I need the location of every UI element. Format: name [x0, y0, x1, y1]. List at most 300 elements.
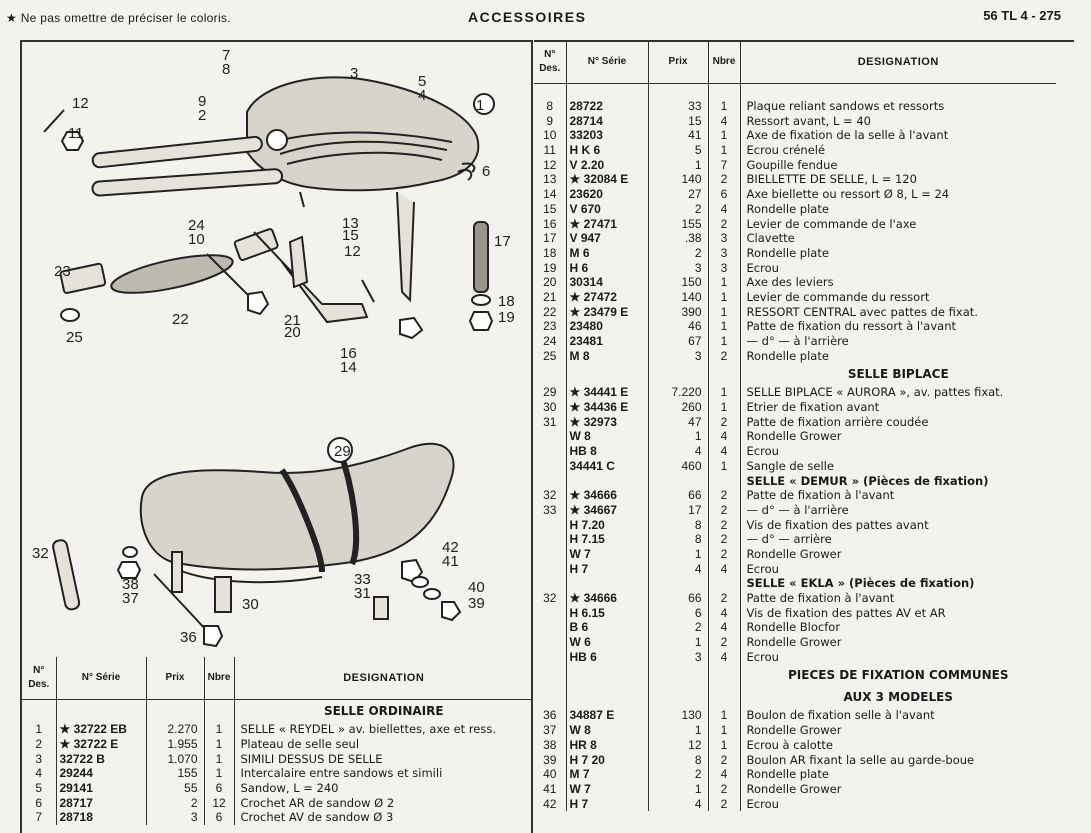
row-nbre: 3: [708, 246, 740, 261]
row-designation: Patte de fixation arrière coudée: [746, 414, 929, 429]
callout-label: 29: [334, 443, 351, 460]
row-no: 15: [534, 202, 566, 217]
callout-label: 9: [198, 93, 207, 110]
row-designation: Rondelle plate: [746, 767, 829, 782]
row-no: 13: [534, 172, 566, 187]
row-no: 8: [534, 99, 566, 114]
callout-label: 41: [442, 553, 459, 570]
table-row: [534, 782, 1056, 797]
row-no: 12: [534, 157, 566, 172]
row-prix: 5: [648, 143, 708, 158]
row-designation: Sandow, L = 240: [240, 781, 339, 796]
callout-label: 15: [342, 227, 359, 244]
row-serie: H 6: [566, 260, 648, 275]
callout-label: 3: [350, 65, 359, 82]
row-serie: M 8: [566, 348, 648, 363]
col-nbre: Nbre: [708, 41, 740, 84]
row-no: [534, 532, 566, 547]
table-row: [534, 216, 1056, 231]
row-prix: 4: [648, 561, 708, 576]
row-serie: ★ 34667: [566, 503, 648, 518]
callout-label: 33: [354, 571, 371, 588]
row-serie: 28714: [566, 113, 648, 128]
row-serie: ★ 34666: [566, 591, 648, 606]
callout-label: 40: [468, 579, 485, 596]
row-serie: 28722: [566, 99, 648, 114]
row-serie: 29141: [56, 781, 146, 796]
table-row: [534, 385, 1056, 400]
row-prix: 140: [648, 290, 708, 305]
callout-label: 6: [482, 163, 491, 180]
row-no: 25: [534, 348, 566, 363]
row-nbre: 2: [708, 172, 740, 187]
subsection-selle-demur: SELLE « DEMUR » (Pièces de fixation): [746, 473, 989, 488]
seat-biplace-drawing: [52, 438, 460, 646]
col-no: N° Des.: [534, 41, 566, 84]
row-nbre: 4: [708, 605, 740, 620]
row-nbre: 1: [708, 319, 740, 334]
row-no: 2: [22, 737, 56, 752]
row-no: 33: [534, 503, 566, 518]
table-row: [534, 290, 1056, 305]
row-prix: 460: [648, 459, 708, 474]
row-serie: 33203: [566, 128, 648, 143]
row-serie: W 8: [566, 723, 648, 738]
row-serie: 28717: [56, 795, 146, 810]
row-designation: Ecrou: [746, 649, 779, 664]
row-no: [534, 605, 566, 620]
row-serie: ★ 32084 E: [566, 172, 648, 187]
row-no: 31: [534, 414, 566, 429]
row-prix: .38: [648, 231, 708, 246]
row-serie: V 2.20: [566, 157, 648, 172]
row-no: [534, 561, 566, 576]
row-no: [534, 547, 566, 562]
callout-label: 22: [172, 311, 189, 328]
row-prix: 3: [648, 649, 708, 664]
row-designation: Boulon de fixation selle à l'avant: [746, 708, 935, 723]
row-no: 5: [22, 781, 56, 796]
row-designation: Patte de fixation du ressort à l'avant: [746, 319, 956, 334]
table-row: [534, 488, 1056, 503]
row-designation: Ecrou: [746, 796, 779, 811]
row-designation: Axe de fixation de la selle à l'avant: [746, 128, 949, 143]
row-designation: Rondelle Grower: [746, 429, 842, 444]
row-serie: W 7: [566, 547, 648, 562]
row-no: 32: [534, 591, 566, 606]
row-no: 36: [534, 708, 566, 723]
row-prix: 7.220: [648, 385, 708, 400]
table-row: [534, 459, 1056, 474]
table-row: [534, 172, 1056, 187]
callout-label: 39: [468, 595, 485, 612]
table-row: [534, 620, 1056, 635]
row-designation: Rondelle plate: [746, 245, 829, 260]
row-nbre: 4: [708, 113, 740, 128]
row-prix: 155: [146, 766, 204, 781]
callout-label: 4: [418, 87, 427, 104]
row-prix: 8: [648, 532, 708, 547]
table-row: [534, 532, 1056, 547]
color-note: ★ Ne pas omettre de préciser le coloris.: [6, 11, 231, 25]
table-row: [534, 187, 1056, 202]
row-prix: 17: [648, 503, 708, 518]
table-row: [534, 143, 1056, 158]
row-prix: 27: [648, 187, 708, 202]
row-prix: 140: [648, 172, 708, 187]
row-no: [534, 620, 566, 635]
row-prix: 1: [648, 723, 708, 738]
callout-label: 14: [340, 359, 357, 376]
row-designation: Vis de fixation des pattes AV et AR: [746, 605, 946, 620]
table-row: [534, 246, 1056, 261]
row-prix: 1: [648, 157, 708, 172]
row-no: 40: [534, 767, 566, 782]
row-serie: 23481: [566, 334, 648, 349]
table-row: [534, 414, 1056, 429]
row-designation: Rondelle Blocfor: [746, 620, 841, 635]
col-designation: DESIGNATION: [740, 41, 1056, 84]
row-no: 30: [534, 400, 566, 415]
row-designation: Rondelle plate: [746, 348, 829, 363]
row-designation: Goupille fendue: [746, 157, 838, 172]
row-designation: — d° — à l'arrière: [746, 334, 849, 349]
col-prix: Prix: [146, 657, 204, 700]
table-row: [22, 751, 533, 766]
table-row: [534, 547, 1056, 562]
row-nbre: 1: [708, 723, 740, 738]
col-prix: Prix: [648, 41, 708, 84]
row-nbre: 1: [708, 275, 740, 290]
table-row: [22, 766, 533, 781]
row-designation: Axe biellette ou ressort Ø 8, L = 24: [746, 187, 950, 202]
row-serie: 30314: [566, 275, 648, 290]
row-nbre: 12: [204, 795, 234, 810]
table-row: [534, 275, 1056, 290]
row-prix: 150: [648, 275, 708, 290]
row-nbre: 1: [708, 304, 740, 319]
row-designation: Ecrou à calotte: [746, 737, 833, 752]
row-prix: 2: [648, 202, 708, 217]
row-serie: ★ 34436 E: [566, 400, 648, 415]
row-designation: SELLE BIPLACE « AURORA », av. pattes fixat.: [746, 385, 1004, 400]
table-row: [534, 723, 1056, 738]
row-nbre: 4: [708, 429, 740, 444]
row-no: 7: [22, 810, 56, 825]
row-no: 10: [534, 128, 566, 143]
row-serie: ★ 23479 E: [566, 304, 648, 319]
callout-label: 2: [198, 107, 207, 124]
callout-label: 13: [342, 215, 359, 232]
table-row: [534, 649, 1056, 664]
row-prix: 12: [648, 738, 708, 753]
table-row: [534, 260, 1056, 275]
row-nbre: 6: [708, 187, 740, 202]
row-no: 11: [534, 143, 566, 158]
row-prix: 1: [648, 635, 708, 650]
row-designation: Rondelle Grower: [746, 723, 842, 738]
row-nbre: 2: [708, 488, 740, 503]
row-prix: 4: [648, 444, 708, 459]
row-designation: Sangle de selle: [746, 458, 834, 473]
row-nbre: 4: [708, 561, 740, 576]
callout-label: 10: [188, 231, 205, 248]
row-serie: B 6: [566, 620, 648, 635]
row-no: [534, 635, 566, 650]
callout-label: 32: [32, 545, 49, 562]
page-header: [0, 0, 1091, 40]
subsection-selle-ekla: SELLE « EKLA » (Pièces de fixation): [746, 576, 975, 591]
callout-label: 5: [418, 73, 427, 90]
row-prix: 6: [648, 605, 708, 620]
row-nbre: 1: [708, 99, 740, 114]
row-nbre: 1: [708, 708, 740, 723]
row-designation: Vis de fixation des pattes avant: [746, 517, 929, 532]
row-prix: 1: [648, 782, 708, 797]
callout-label: 7: [222, 47, 231, 64]
row-no: [534, 517, 566, 532]
table-row: [534, 319, 1056, 334]
table-row: [534, 231, 1056, 246]
row-nbre: 1: [708, 128, 740, 143]
callout-label: 21: [284, 312, 301, 329]
table-row: [534, 796, 1056, 811]
row-designation: Etrier de fixation avant: [746, 400, 880, 415]
table-row: [534, 113, 1056, 128]
row-no: 4: [22, 766, 56, 781]
row-designation: Clavette: [746, 231, 795, 246]
row-prix: 2: [648, 767, 708, 782]
row-prix: 55: [146, 781, 204, 796]
row-serie: 23620: [566, 187, 648, 202]
table-row: [534, 128, 1056, 143]
row-serie: ★ 34666: [566, 488, 648, 503]
row-designation: Rondelle Grower: [746, 635, 842, 650]
row-no: 6: [22, 795, 56, 810]
row-no: 22: [534, 304, 566, 319]
row-prix: 66: [648, 591, 708, 606]
table-row: [534, 202, 1056, 217]
table-row: [534, 591, 1056, 606]
col-designation: DESIGNATION: [234, 657, 533, 700]
row-designation: Levier de commande du ressort: [746, 289, 930, 304]
row-prix: 1: [648, 429, 708, 444]
row-no: 17: [534, 231, 566, 246]
row-prix: 47: [648, 414, 708, 429]
row-no: 23: [534, 319, 566, 334]
row-serie: 23480: [566, 319, 648, 334]
section-selle-biplace: SELLE BIPLACE: [847, 367, 949, 382]
row-no: 9: [534, 113, 566, 128]
row-serie: H 7: [566, 796, 648, 811]
table-row: [534, 708, 1056, 723]
row-no: 21: [534, 290, 566, 305]
row-designation: Rondelle Grower: [746, 546, 842, 561]
row-serie: 29244: [56, 766, 146, 781]
row-nbre: 4: [708, 649, 740, 664]
row-no: 14: [534, 187, 566, 202]
row-designation: Intercalaire entre sandows et simili: [240, 766, 443, 781]
table-row: [22, 781, 533, 796]
row-serie: M 7: [566, 767, 648, 782]
row-nbre: 1: [204, 722, 234, 737]
row-designation: Crochet AV de sandow Ø 3: [240, 810, 394, 825]
row-nbre: 3: [708, 260, 740, 275]
col-nbre: Nbre: [204, 657, 234, 700]
table-row: [534, 334, 1056, 349]
row-nbre: 2: [708, 503, 740, 518]
row-serie: H 7.15: [566, 532, 648, 547]
row-serie: HB 8: [566, 444, 648, 459]
row-no: 20: [534, 275, 566, 290]
row-serie: ★ 27472: [566, 290, 648, 305]
row-serie: V 947: [566, 231, 648, 246]
row-serie: HB 6: [566, 649, 648, 664]
row-serie: 34441 C: [566, 459, 648, 474]
callout-label: 1: [476, 97, 485, 114]
row-prix: 3: [146, 810, 204, 825]
row-prix: 1.955: [146, 737, 204, 752]
row-no: [534, 459, 566, 474]
row-nbre: 7: [708, 157, 740, 172]
table-row: [22, 737, 533, 752]
row-prix: 130: [648, 708, 708, 723]
callout-label: 12: [72, 95, 89, 112]
table-row: [534, 635, 1056, 650]
callout-label: 20: [284, 324, 301, 341]
row-nbre: 1: [708, 400, 740, 415]
callout-label: 30: [242, 596, 259, 613]
row-serie: 32722 B: [56, 751, 146, 766]
table-row: [22, 722, 533, 737]
parts-table-right: [534, 41, 1056, 811]
row-prix: 33: [648, 99, 708, 114]
row-designation: Ecrou: [746, 444, 779, 459]
row-prix: 390: [648, 304, 708, 319]
callout-label: 36: [180, 629, 197, 646]
table-row: [534, 99, 1056, 114]
row-no: 41: [534, 782, 566, 797]
row-nbre: 2: [708, 216, 740, 231]
table-row: [534, 517, 1056, 532]
table-row: [534, 503, 1056, 518]
callout-label: 8: [222, 61, 231, 78]
row-prix: 1: [648, 547, 708, 562]
row-designation: Crochet AR de sandow Ø 2: [240, 795, 395, 810]
row-no: 37: [534, 723, 566, 738]
row-designation: RESSORT CENTRAL avec pattes de fixat.: [746, 304, 978, 319]
row-designation: Ecrou: [746, 260, 779, 275]
row-no: 3: [22, 751, 56, 766]
row-nbre: 4: [708, 444, 740, 459]
table-row: [534, 429, 1056, 444]
row-serie: ★ 32722 EB: [56, 722, 146, 737]
row-prix: 1.070: [146, 751, 204, 766]
row-nbre: 2: [708, 532, 740, 547]
row-nbre: 4: [708, 620, 740, 635]
row-nbre: 1: [708, 143, 740, 158]
row-designation: Levier de commande de l'axe: [746, 216, 917, 231]
row-no: [534, 649, 566, 664]
row-serie: H 6.15: [566, 605, 648, 620]
callout-label: 23: [54, 263, 71, 280]
callout-label: 11: [68, 125, 84, 142]
table-row: [534, 400, 1056, 415]
row-nbre: 2: [708, 414, 740, 429]
table-row: [534, 605, 1056, 620]
row-nbre: 1: [204, 766, 234, 781]
table-row: [534, 738, 1056, 753]
row-nbre: 1: [708, 738, 740, 753]
row-designation: — d° — à l'arrière: [746, 502, 849, 517]
table-row: [534, 157, 1056, 172]
section-pieces-communes: PIECES DE FIXATION COMMUNES: [788, 668, 1009, 683]
row-serie: ★ 32973: [566, 414, 648, 429]
row-designation: SELLE « REYDEL » av. biellettes, axe et ress.: [240, 722, 497, 737]
row-no: 39: [534, 752, 566, 767]
row-no: 16: [534, 216, 566, 231]
row-nbre: 2: [708, 547, 740, 562]
row-nbre: 2: [708, 348, 740, 363]
row-designation: Rondelle Grower: [746, 781, 842, 796]
row-serie: V 670: [566, 202, 648, 217]
row-designation: Ressort avant, L = 40: [746, 113, 871, 128]
row-nbre: 2: [708, 752, 740, 767]
row-nbre: 1: [708, 334, 740, 349]
table-row: [22, 795, 533, 810]
row-prix: 155: [648, 216, 708, 231]
row-nbre: 6: [204, 810, 234, 825]
row-serie: HR 8: [566, 738, 648, 753]
row-serie: H 7.20: [566, 517, 648, 532]
row-prix: 3: [648, 348, 708, 363]
row-no: 1: [22, 722, 56, 737]
row-serie: ★ 27471: [566, 216, 648, 231]
row-prix: 66: [648, 488, 708, 503]
row-no: [534, 444, 566, 459]
table-row: [534, 444, 1056, 459]
table-row: [534, 304, 1056, 319]
row-prix: 2: [648, 620, 708, 635]
row-no: 18: [534, 246, 566, 261]
table-row: [22, 810, 533, 825]
callout-label: 42: [442, 539, 459, 556]
row-prix: 4: [648, 796, 708, 811]
page-title: ACCESSOIRES: [468, 9, 587, 25]
parts-table-left: [22, 657, 533, 825]
row-nbre: 4: [708, 202, 740, 217]
table-header-row: [22, 657, 533, 700]
row-nbre: 2: [708, 635, 740, 650]
row-prix: 46: [648, 319, 708, 334]
row-designation: Patte de fixation à l'avant: [746, 488, 895, 503]
row-designation: BIELLETTE DE SELLE, L = 120: [746, 172, 917, 187]
row-serie: ★ 34441 E: [566, 385, 648, 400]
row-serie: H K 6: [566, 143, 648, 158]
row-designation: Rondelle plate: [746, 201, 829, 216]
row-nbre: 1: [708, 459, 740, 474]
row-serie: 34887 E: [566, 708, 648, 723]
row-no: 19: [534, 260, 566, 275]
row-no: 29: [534, 385, 566, 400]
row-serie: H 7 20: [566, 752, 648, 767]
row-serie: M 6: [566, 246, 648, 261]
row-designation: Patte de fixation à l'avant: [746, 591, 895, 606]
table-row: [534, 767, 1056, 782]
table-row: [534, 752, 1056, 767]
row-nbre: 2: [708, 517, 740, 532]
callout-label: 16: [340, 345, 357, 362]
